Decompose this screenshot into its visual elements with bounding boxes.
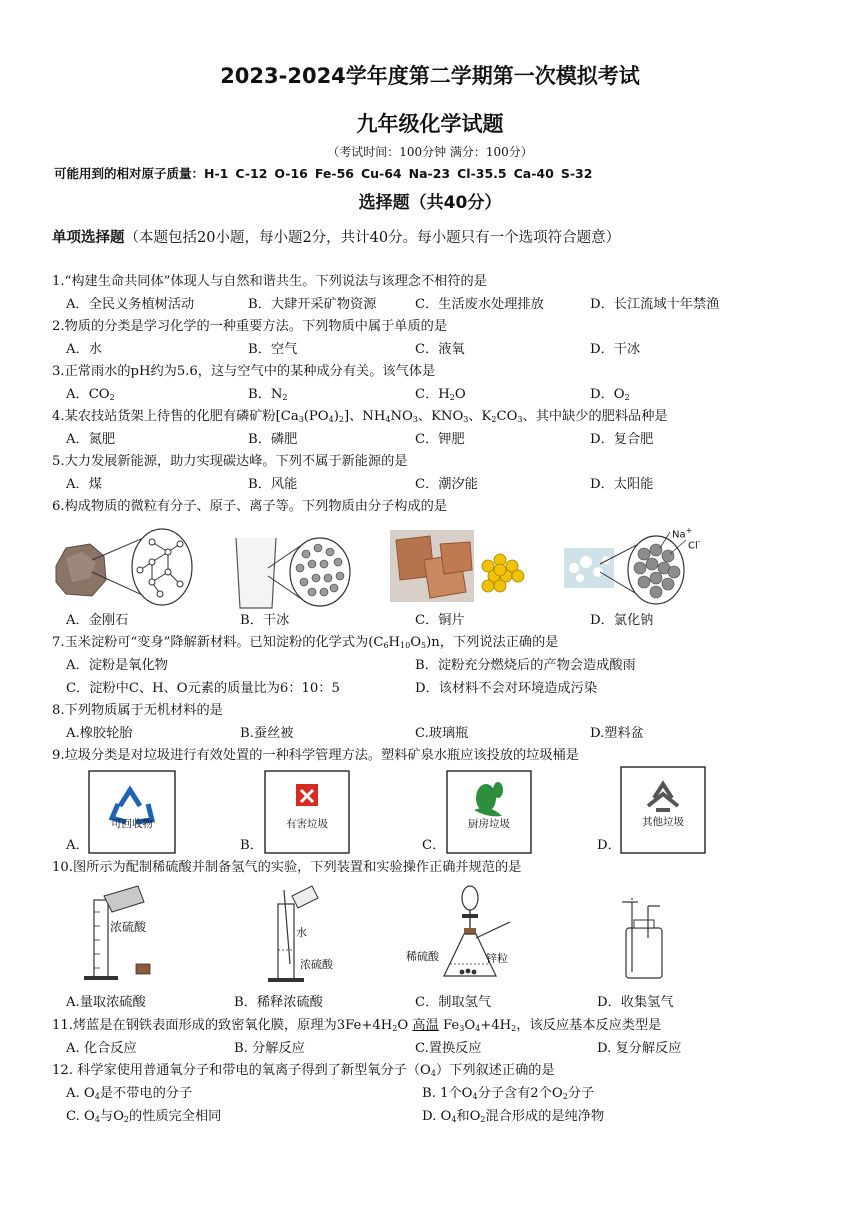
bottle-stopper (136, 964, 150, 974)
q12-option-a[interactable]: A. $O_4$是不带电的分子 (66, 1086, 193, 1101)
q7-option-a[interactable]: A．淀粉是氧化物 (66, 658, 168, 673)
q6-option-c[interactable]: C．铜片 (415, 613, 465, 628)
bin-label-kitchen: 厨房垃圾 (468, 818, 510, 830)
q2-stem: 2.物质的分类是学习化学的一种重要方法。下列物质中属于单质的是 (52, 319, 448, 334)
label-dilute-acid: 稀硫酸 (406, 950, 439, 963)
q6-option-d[interactable]: D．氯化钠 (590, 613, 654, 628)
reaction-condition: 高温 (412, 1018, 439, 1033)
q4-stem: 4.某农技站货架上待售的化肥有磷矿粉$[Ca_3(PO_4)_2]$、$NH_4NO_3$、$KNO_3$、$K_2CO_3$、其中缺少的肥料品种是 (52, 409, 668, 424)
q4-option-d[interactable]: D．复合肥 (590, 432, 654, 447)
label-conc-acid: 浓硫酸 (110, 920, 147, 934)
q10-option-d[interactable]: D．收集氢气 (597, 995, 674, 1010)
q7-option-d[interactable]: D．该材料不会对环境造成污染 (415, 681, 598, 696)
kitchen-bin (446, 770, 532, 854)
bin-label-other: 其他垃圾 (642, 816, 684, 828)
q7-stem: 7.玉米淀粉可“变身”降解新材料。已知淀粉的化学式为$(C_6H_{10}O_5)n$，下列说法正确的是 (52, 635, 559, 650)
copper-atoms (482, 554, 524, 592)
q3-option-b[interactable]: B．$N_2$ (248, 387, 288, 402)
q11-option-d[interactable]: D. 复分解反应 (597, 1041, 682, 1056)
q3-option-d[interactable]: D．$O_2$ (590, 387, 630, 402)
exam-title: 2023-2024学年度第二学期第一次模拟考试 (220, 64, 640, 88)
copper-figure (390, 530, 530, 602)
glass-cup (236, 538, 276, 608)
q2-option-b[interactable]: B．空气 (248, 342, 298, 357)
q12-option-c[interactable]: C. $O_4$与$O_2$的性质完全相同 (66, 1109, 222, 1124)
beaker-pour (292, 886, 318, 908)
separatory-funnel (462, 886, 478, 910)
q11-option-c[interactable]: C.置换反应 (415, 1041, 482, 1056)
hydrogen-generator (430, 882, 530, 986)
gas-collection-bottle (616, 898, 676, 984)
cl-label: Cl- (688, 537, 701, 552)
q5-option-a[interactable]: A．煤 (66, 477, 102, 492)
q11-stem: 11.烤蓝是在钢铁表面形成的致密氧化膜，原理为$3Fe+4H_2O$ 高温 $Fe_3O_4+4H_2$，该反应基本反应类型是 (52, 1018, 662, 1033)
q5-stem: 5.大力发展新能源，助力实现碳达峰。下列不属于新能源的是 (52, 454, 408, 469)
q9-option-c[interactable]: C． (422, 838, 446, 853)
q10-option-a[interactable]: A.量取浓硫酸 (66, 995, 146, 1010)
q12-option-d[interactable]: D. $O_4$和$O_2$混合形成的是纯净物 (422, 1109, 605, 1124)
q1-option-a[interactable]: A．全民义务植树活动 (66, 297, 195, 312)
q8-option-d[interactable]: D.塑料盆 (590, 726, 644, 741)
recyclable-bin (88, 770, 176, 854)
q2-option-c[interactable]: C．液氧 (415, 342, 465, 357)
q1-option-d[interactable]: D．长江流域十年禁渔 (590, 297, 720, 312)
q8-stem: 8.下列物质属于无机材料的是 (52, 703, 223, 718)
q11-option-b[interactable]: B. 分解反应 (234, 1041, 305, 1056)
exam-subtitle: 九年级化学试题 (356, 112, 504, 136)
q4-option-a[interactable]: A．氮肥 (66, 432, 116, 447)
q8-option-c[interactable]: C.玻璃瓶 (415, 726, 469, 741)
bin-label-hazardous: 有害垃圾 (286, 818, 328, 830)
q1-option-c[interactable]: C．生活废水处理排放 (415, 297, 544, 312)
exam-info: （考试时间：100分钟 满分：100分） (327, 145, 533, 159)
q2-option-d[interactable]: D．干冰 (590, 342, 641, 357)
dry-ice-figure (228, 528, 358, 612)
q5-option-b[interactable]: B．风能 (248, 477, 298, 492)
bin-label-recyclable: 可回收物 (111, 818, 153, 830)
other-bin (620, 766, 706, 854)
label-conc-acid-2: 浓硫酸 (300, 958, 333, 971)
hazardous-bin (264, 770, 350, 854)
section-instructions: 单项选择题（本题包括20小题，每小题2分，共计40分。每小题只有一个选项符合题意） (52, 230, 621, 246)
q6-option-b[interactable]: B．干冰 (240, 613, 290, 628)
q1-option-b[interactable]: B．大肆开采矿物资源 (248, 297, 377, 312)
na-label: Na+ (672, 526, 693, 541)
atomic-label: 可能用到的相对原子质量： (54, 166, 205, 181)
q11-option-a[interactable]: A. 化合反应 (66, 1041, 137, 1056)
q8-option-a[interactable]: A.橡胶轮胎 (66, 726, 133, 741)
label-zinc: 锌粒 (486, 952, 508, 965)
label-water: 水 (296, 926, 307, 939)
q5-option-d[interactable]: D．太阳能 (590, 477, 654, 492)
q12-stem: 12. 科学家使用普通氧分子和带电的氧离子得到了新型氧分子$(O_4)$下列叙述正确的是 (52, 1063, 555, 1078)
q3-stem: 3.正常雨水的pH约为5.6，这与空气中的某种成分有关。该气体是 (52, 364, 436, 379)
q9-stem: 9.垃圾分类是对垃圾进行有效处置的一种科学管理方法。塑料矿泉水瓶应该投放的垃圾桶是 (52, 748, 579, 763)
q7-option-b[interactable]: B．淀粉充分燃烧后的产物会造成酸雨 (415, 658, 636, 673)
q9-option-b[interactable]: B． (240, 838, 263, 853)
diamond-figure (52, 522, 197, 610)
q10-option-c[interactable]: C．制取氢气 (415, 995, 492, 1010)
q9-option-a[interactable]: A． (66, 838, 89, 853)
q3-option-c[interactable]: C．$H_2O$ (415, 387, 466, 402)
q6-option-a[interactable]: A．金刚石 (66, 613, 129, 628)
q12-option-b[interactable]: B. 1个$O_4$分子含有2个$O_2$分子 (422, 1086, 595, 1101)
q10-stem: 10.图所示为配制稀硫酸并制备氢气的实验，下列装置和实验操作正确并规范的是 (52, 860, 522, 875)
q4-option-b[interactable]: B．磷肥 (248, 432, 298, 447)
q9-option-d[interactable]: D． (597, 838, 621, 853)
q5-option-c[interactable]: C．潮汐能 (415, 477, 478, 492)
q3-option-a[interactable]: A．$CO_2$ (66, 387, 115, 402)
q1-stem: 1.“构建生命共同体”体现人与自然和谐共生。下列说法与该理念不相符的是 (52, 274, 487, 289)
q2-option-a[interactable]: A．水 (66, 342, 102, 357)
atomic-masses: 可能用到的相对原子质量：H-1 C-12 O-16 Fe-56 Cu-64 Na-23 Cl-35.5 Ca-40 S-32 (54, 166, 593, 181)
q8-option-b[interactable]: B.蚕丝被 (240, 726, 294, 741)
reagent-bottle (104, 886, 144, 912)
q6-stem: 6.构成物质的微粒有分子、原子、离子等。下列物质由分子构成的是 (52, 499, 448, 514)
q7-option-c[interactable]: C．淀粉中C、H、O元素的质量比为6：10：5 (66, 681, 340, 696)
section-title: 选择题（共40分） (358, 193, 502, 213)
q4-option-c[interactable]: C．钾肥 (415, 432, 465, 447)
q10-option-b[interactable]: B．稀释浓硫酸 (234, 995, 323, 1010)
